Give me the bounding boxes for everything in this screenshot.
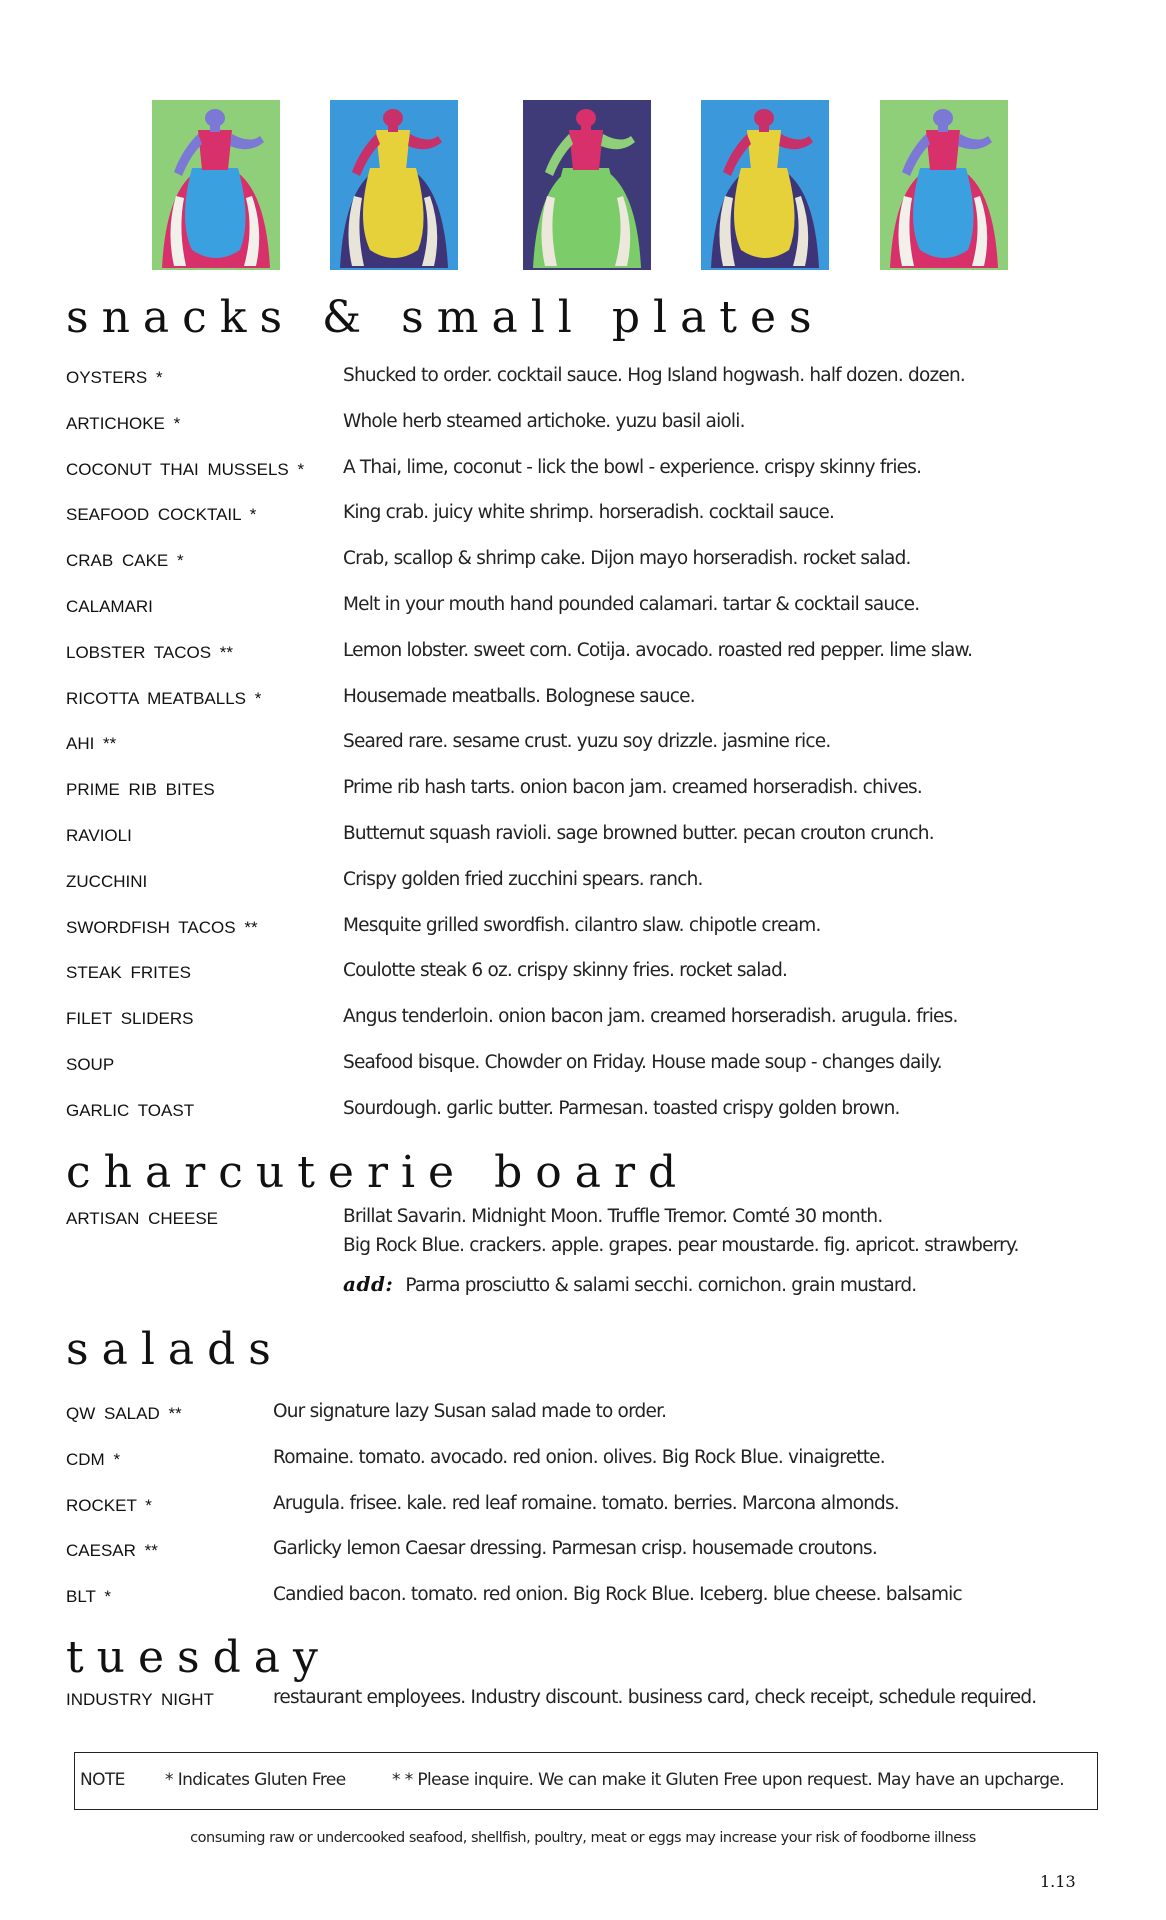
item-description: Coulotte steak 6 oz. crispy skinny fries. rocket salad. <box>343 960 788 982</box>
item-name: ZUCCHINI <box>66 871 148 891</box>
add-label: add: <box>343 1272 394 1296</box>
item-description: Seared rare. sesame crust. yuzu soy drizzle. jasmine rice. <box>343 731 831 753</box>
item-description: Candied bacon. tomato. red onion. Big Rock Blue. Iceberg. blue cheese. balsamic <box>273 1584 962 1606</box>
dress-art-4 <box>701 100 829 270</box>
item-description: Mesquite grilled swordfish. cilantro slaw. chipotle cream. <box>343 914 821 936</box>
menu-item <box>66 960 1106 1009</box>
menu-version: 1.13 <box>1040 1872 1076 1891</box>
item-description: Melt in your mouth hand pounded calamari. tartar & cocktail sauce. <box>343 593 920 615</box>
gluten-free-note <box>74 1752 1098 1810</box>
dress-art-2 <box>330 100 458 270</box>
item-name: INDUSTRY NIGHT <box>66 1690 214 1709</box>
item-description: Lemon lobster. sweet corn. Cotija. avocado. roasted red pepper. lime slaw. <box>343 639 973 661</box>
menu-item <box>66 1401 1106 1450</box>
item-description: Sourdough. garlic butter. Parmesan. toasted crispy golden brown. <box>343 1097 900 1119</box>
item-name: SWORDFISH TACOS ** <box>66 917 258 937</box>
salads-list <box>66 1401 1106 1633</box>
dress-art-3 <box>523 100 651 270</box>
item-name: GARLIC TOAST <box>66 1100 195 1120</box>
item-description: Crispy golden fried zucchini spears. ranch. <box>343 868 703 890</box>
menu-item <box>66 456 1106 506</box>
menu-item <box>66 914 1106 964</box>
menu-item <box>66 685 1106 735</box>
menu-item <box>66 639 1106 689</box>
item-name: COCONUT THAI MUSSELS * <box>66 459 305 479</box>
item-name: ROCKET * <box>66 1495 152 1515</box>
menu-item <box>66 1051 1106 1101</box>
item-description: Crab, scallop & shrimp cake. Dijon mayo horseradish. rocket salad. <box>343 548 911 570</box>
item-name: QW SALAD ** <box>66 1404 182 1423</box>
item-description: A Thai, lime, coconut - lick the bowl - experience. crispy skinny fries. <box>343 456 922 478</box>
item-description: restaurant employees. Industry discount. business card, check receipt, schedule required. <box>273 1687 1037 1708</box>
menu-item <box>66 410 1106 460</box>
section-title-tuesday: tuesday <box>66 1632 331 1683</box>
item-description: Arugula. frisee. kale. red leaf romaine. tomato. berries. Marcona almonds. <box>273 1492 899 1514</box>
item-description: Romaine. tomato. avocado. red onion. olives. Big Rock Blue. vinaigrette. <box>273 1446 885 1468</box>
menu-item <box>66 1584 1106 1633</box>
item-name: OYSTERS * <box>66 368 163 387</box>
cheese-add-line <box>343 1272 916 1296</box>
item-name: BLT * <box>66 1587 111 1607</box>
item-name: LOBSTER TACOS ** <box>66 642 234 662</box>
item-description: Our signature lazy Susan salad made to order. <box>273 1401 667 1422</box>
item-name: PRIME RIB BITES <box>66 780 215 800</box>
section-title-salads: salads <box>66 1324 284 1375</box>
menu-item <box>66 1097 1106 1147</box>
item-description: Garlicky lemon Caesar dressing. Parmesan crisp. housemade croutons. <box>273 1538 877 1560</box>
item-description: Housemade meatballs. Bolognese sauce. <box>343 685 695 707</box>
add-text: Parma prosciutto & salami secchi. cornichon. grain mustard. <box>405 1275 917 1296</box>
item-name: FILET SLIDERS <box>66 1009 194 1029</box>
item-name: ARTICHOKE * <box>66 413 181 433</box>
cheese-line-1: Brillat Savarin. Midnight Moon. Truffle Tremor. Comté 30 month. <box>343 1206 883 1227</box>
item-name: AHI ** <box>66 734 117 754</box>
menu-item <box>66 593 1106 643</box>
item-name: STEAK FRITES <box>66 963 191 983</box>
item-name: RAVIOLI <box>66 825 132 845</box>
item-description: Shucked to order. cocktail sauce. Hog Island hogwash. half dozen. dozen. <box>343 365 965 386</box>
menu-item <box>66 1538 1106 1587</box>
menu-item <box>66 731 1106 780</box>
menu-item <box>66 365 1106 414</box>
item-description: Butternut squash ravioli. sage browned butter. pecan crouton crunch. <box>343 822 934 844</box>
menu-item <box>66 548 1106 597</box>
item-name: CAESAR ** <box>66 1541 158 1561</box>
menu-item <box>66 1446 1106 1496</box>
section-title-snacks: snacks & small plates <box>66 292 825 343</box>
item-name: CDM * <box>66 1449 121 1469</box>
note-inquire: * * Please inquire. We can make it Gluten Free upon request. May have an upcharge. <box>392 1770 1065 1790</box>
note-label: NOTE <box>80 1770 125 1790</box>
menu-item <box>66 777 1106 826</box>
menu-item <box>66 868 1106 918</box>
snacks-list <box>66 365 1106 1147</box>
item-name: SEAFOOD COCKTAIL * <box>66 505 257 525</box>
item-name: CRAB CAKE * <box>66 551 184 571</box>
item-description: King crab. juicy white shrimp. horseradish. cocktail sauce. <box>343 502 835 524</box>
menu-item <box>66 1006 1106 1055</box>
cheese-line-2: Big Rock Blue. crackers. apple. grapes. pear moustarde. fig. apricot. strawberry. <box>343 1235 1019 1256</box>
foodborne-disclaimer: consuming raw or undercooked seafood, shellfish, poultry, meat or eggs may increase your risk of foodborne illness <box>190 1830 976 1846</box>
item-description: Prime rib hash tarts. onion bacon jam. creamed horseradish. chives. <box>343 777 922 799</box>
item-name: SOUP <box>66 1054 115 1074</box>
note-gluten-free: * Indicates Gluten Free <box>165 1770 346 1790</box>
item-description: Seafood bisque. Chowder on Friday. House made soup - changes daily. <box>343 1051 942 1073</box>
dress-art-5 <box>880 100 1008 270</box>
item-description: Angus tenderloin. onion bacon jam. creamed horseradish. arugula. fries. <box>343 1006 958 1028</box>
menu-item <box>66 822 1106 872</box>
item-name: CALAMARI <box>66 596 153 616</box>
item-description: Whole herb steamed artichoke. yuzu basil aioli. <box>343 410 745 432</box>
section-title-charcuterie: charcuterie board <box>66 1147 690 1198</box>
dress-art-1 <box>152 100 280 270</box>
artwork-row <box>0 100 1166 272</box>
item-name: RICOTTA MEATBALLS * <box>66 688 262 708</box>
item-name: ARTISAN CHEESE <box>66 1209 219 1228</box>
menu-item <box>66 1492 1106 1542</box>
menu-item <box>66 502 1106 551</box>
